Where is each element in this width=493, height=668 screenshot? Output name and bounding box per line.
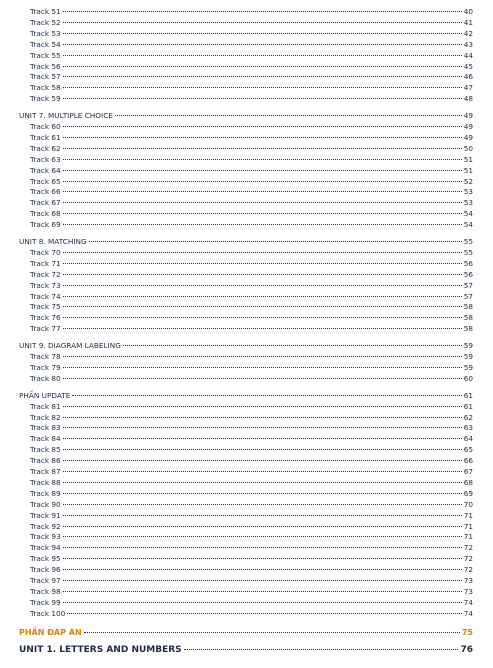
toc-page-number: 44 [463,50,473,60]
toc-track-entry[interactable] [30,422,473,433]
toc-track-entry[interactable] [30,219,473,230]
toc-entry-label: Track 67 [30,198,61,208]
dotted-leader [123,345,462,346]
toc-page-number: 45 [463,61,473,71]
toc-page-number: 74 [463,608,473,618]
toc-track-entry[interactable] [30,351,473,362]
toc-page-number: 55 [463,247,473,257]
dotted-leader [63,296,462,297]
toc-track-entry[interactable] [30,521,473,532]
toc-entry-label: Track 84 [30,434,61,444]
dotted-leader [63,76,462,77]
dotted-leader [63,33,462,34]
toc-entry-label: Track 76 [30,313,61,323]
toc-entry-label: Track 90 [30,499,61,509]
toc-track-entry[interactable] [30,280,473,291]
dotted-leader [63,427,462,428]
toc-page-number: 54 [463,220,473,230]
toc-page-number: 56 [463,258,473,268]
dotted-leader [63,482,462,483]
toc-entry-label: Track 74 [30,291,61,301]
dotted-leader [63,66,462,67]
toc-entry-label: Track 57 [30,72,61,82]
dotted-leader [63,569,462,570]
toc-entry-label: Track 91 [30,510,61,520]
toc-page-number: 74 [463,597,473,607]
dotted-leader [63,504,462,505]
dotted-leader [63,170,462,171]
toc-track-entry[interactable] [30,531,473,542]
toc-track-entry[interactable] [30,247,473,258]
toc-track-entry[interactable] [30,553,473,564]
dotted-leader [67,613,461,614]
toc-page-number: 56 [463,269,473,279]
toc-page-number: 57 [463,280,473,290]
toc-page-number: 73 [463,586,473,596]
toc-entry-label: Track 77 [30,324,61,334]
toc-track-entry[interactable] [30,28,473,39]
toc-page-number: 59 [463,341,473,351]
toc-entry-label: Track 66 [30,187,61,197]
toc-page-number: 71 [463,510,473,520]
toc-page-number: 43 [463,39,473,49]
toc-track-entry[interactable] [30,323,473,334]
dotted-leader [63,526,462,527]
toc-track-entry[interactable] [30,17,473,28]
toc-track-entry[interactable] [30,71,473,82]
dotted-leader [63,306,462,307]
toc-entry-label: Track 93 [30,532,61,542]
toc-entry-label: Track 92 [30,521,61,531]
toc-track-entry[interactable] [30,444,473,455]
toc-entry-label: Track 72 [30,269,61,279]
dotted-leader [63,22,462,23]
toc-entry-label: Track 71 [30,258,61,268]
dotted-leader [63,87,462,88]
toc-page-number: 46 [463,72,473,82]
toc-track-entry[interactable] [30,312,473,323]
dotted-leader [63,213,462,214]
toc-unit-entry[interactable] [19,110,473,121]
toc-unit-entry[interactable] [19,236,473,247]
toc-page-number: 65 [463,445,473,455]
toc-entry-label: Track 54 [30,39,61,49]
dotted-leader [115,115,462,116]
toc-entry-label: Track 85 [30,445,61,455]
toc-track-entry[interactable] [30,608,473,619]
dotted-leader [63,536,462,537]
toc-track-entry[interactable] [30,165,473,176]
dotted-leader [63,378,462,379]
toc-page-number: 49 [463,122,473,131]
toc-entry-label: Track 87 [30,467,61,476]
toc-track-entry[interactable] [30,82,473,93]
toc-entry-label: Track 82 [30,412,61,422]
dotted-leader [63,406,462,407]
dotted-leader [63,438,462,439]
toc-track-entry[interactable] [30,121,473,132]
toc-entry-label: Track 52 [30,17,61,27]
toc-track-entry[interactable] [30,269,473,280]
toc-entry-label: Track 97 [30,576,61,585]
toc-page-number: 53 [463,198,473,208]
dotted-leader [63,328,462,329]
toc-entry-label: Track 89 [30,488,61,498]
toc-track-entry[interactable] [30,488,473,499]
toc-track-entry[interactable] [30,433,473,444]
dotted-leader [63,181,462,182]
dotted-leader [63,417,462,418]
dotted-leader [63,137,462,138]
dotted-leader [84,632,460,633]
toc-entry-label: Track 56 [30,61,61,71]
toc-page-number: 51 [463,154,473,164]
toc-entry-label: Track 58 [30,83,61,93]
toc-page-number: 51 [463,165,473,175]
toc-page-number: 61 [463,390,473,400]
toc-unit-entry[interactable] [19,390,473,401]
toc-entry-label: Track 55 [30,50,61,60]
dotted-leader [63,591,462,592]
toc-track-entry[interactable] [30,597,473,608]
dotted-leader [63,285,462,286]
toc-entry-label: Track 100 [30,608,66,618]
toc-page-number: 71 [463,521,473,531]
toc-page-number: 48 [463,94,473,104]
dotted-leader [63,471,462,472]
toc-entry-label: UNIT 8. MATCHING [19,237,87,246]
toc-entry-label: Track 96 [30,565,61,575]
dotted-leader [63,356,462,357]
toc-entry-label: Track 64 [30,165,61,175]
toc-track-entry[interactable] [30,6,473,17]
toc-track-entry[interactable] [30,132,473,143]
dotted-leader [63,317,462,318]
toc-entry-label: Track 61 [30,132,61,142]
dotted-leader [63,449,462,450]
dotted-leader [63,274,462,275]
dotted-leader [89,241,462,242]
toc-page-number: 72 [463,565,473,575]
dotted-leader [63,44,462,45]
toc-page-number: 72 [463,554,473,564]
toc-page-number: 66 [463,456,473,466]
dotted-leader [63,460,462,461]
toc-track-entry[interactable] [30,61,473,72]
toc-entry-label: Track 60 [30,122,61,131]
dotted-leader [63,224,462,225]
toc-page-number: 58 [463,324,473,334]
toc-entry-label: Track 51 [30,7,61,16]
toc-unit-entry[interactable] [19,644,473,657]
toc-entry-label: Track 80 [30,373,61,383]
toc-entry-label: Track 79 [30,362,61,372]
toc-entry-label: Track 65 [30,176,61,186]
toc-page-number: 62 [463,412,473,422]
toc-page-number: 40 [463,7,473,16]
toc-entry-label: Track 73 [30,280,61,290]
dotted-leader [63,558,462,559]
toc-entry-label: Track 81 [30,401,61,411]
toc-page-number: 50 [463,143,473,153]
toc-track-entry[interactable] [30,542,473,553]
toc-page-number: 72 [463,543,473,553]
toc-track-entry[interactable] [30,401,473,412]
dotted-leader [63,367,462,368]
dotted-leader [63,98,462,99]
toc-page-number: 58 [463,302,473,312]
toc-track-entry[interactable] [30,301,473,312]
toc-page-number: 60 [463,373,473,383]
toc-entry-label: Track 86 [30,456,61,466]
toc-page-number: 71 [463,532,473,542]
toc-page-number: 59 [463,362,473,372]
toc-entry-label: Track 63 [30,154,61,164]
toc-track-entry[interactable] [30,258,473,269]
dotted-leader [63,11,462,12]
toc-page-number: 58 [463,313,473,323]
toc-page-number: 64 [463,434,473,444]
toc-page-number: 73 [463,576,473,585]
toc-track-entry[interactable] [30,477,473,488]
toc-entry-label: Track 83 [30,423,61,433]
toc-track-entry[interactable] [30,575,473,586]
toc-track-entry[interactable] [30,197,473,208]
toc-page-number: 49 [463,132,473,142]
dotted-leader [72,395,461,396]
toc-track-entry[interactable] [30,499,473,510]
dotted-leader [63,493,462,494]
toc-page-number: 70 [463,499,473,509]
toc-track-entry[interactable] [30,362,473,373]
toc-track-entry[interactable] [30,291,473,302]
toc-page-number: 61 [463,401,473,411]
dotted-leader [63,191,462,192]
toc-page-number: 68 [463,477,473,487]
toc-page-number: 42 [463,28,473,38]
toc-part-entry[interactable] [19,627,473,638]
dotted-leader [63,148,462,149]
toc-unit-entry[interactable] [19,340,473,351]
toc-track-entry[interactable] [30,466,473,477]
toc-track-entry[interactable] [30,586,473,597]
toc-page-number: 49 [463,111,473,121]
toc-entry-label: Track 68 [30,209,61,219]
toc-entry-label: Track 69 [30,220,61,230]
toc-track-entry[interactable] [30,455,473,466]
dotted-leader [63,202,462,203]
toc-track-entry[interactable] [30,39,473,50]
toc-entry-label: Track 75 [30,302,61,312]
dotted-leader [63,55,462,56]
toc-track-entry[interactable] [30,143,473,154]
toc-entry-label: UNIT 9. DIAGRAM LABELING [19,341,121,351]
toc-page-number: 52 [463,176,473,186]
toc-track-entry[interactable] [30,186,473,197]
toc-entry-label: Track 94 [30,543,61,553]
toc-page-number: 67 [463,467,473,476]
toc-page-number: 69 [463,488,473,498]
toc-entry-label: Track 78 [30,352,61,361]
toc-entry-label: Track 53 [30,28,61,38]
toc-track-entry[interactable] [30,208,473,219]
toc-entry-label: PHẦN ĐÁP ÁN [19,627,82,637]
toc-page-number: 53 [463,187,473,197]
dotted-leader [184,649,459,650]
toc-page-number: 55 [463,237,473,246]
toc-track-entry[interactable] [30,93,473,104]
toc-page-number: 47 [463,83,473,93]
toc-page-number: 54 [463,209,473,219]
toc-page-number: 59 [463,352,473,361]
dotted-leader [63,547,462,548]
dotted-leader [63,159,462,160]
toc-entry-label: Track 70 [30,247,61,257]
toc-entry-label: UNIT 1. LETTERS AND NUMBERS [19,644,182,655]
dotted-leader [63,602,462,603]
toc-page-number: 63 [463,423,473,433]
toc-entry-label: Track 62 [30,143,61,153]
toc-entry-label: Track 98 [30,586,61,596]
toc-track-entry[interactable] [30,373,473,384]
toc-page-number: 76 [460,644,473,655]
toc-track-entry[interactable] [30,564,473,575]
toc-track-entry[interactable] [30,412,473,423]
toc-entry-label: Track 88 [30,477,61,487]
toc-page-number: 75 [461,627,473,637]
toc-track-entry[interactable] [30,50,473,61]
dotted-leader [63,263,462,264]
toc-entry-label: Track 99 [30,597,61,607]
toc-track-entry[interactable] [30,176,473,187]
toc-page-number: 57 [463,291,473,301]
toc-page-number: 41 [463,17,473,27]
toc-track-entry[interactable] [30,154,473,165]
toc-track-entry[interactable] [30,510,473,521]
toc-entry-label: UNIT 7. MULTIPLE CHOICE [19,111,113,121]
toc-entry-label: Track 59 [30,94,61,104]
toc-entry-label: Track 95 [30,554,61,564]
dotted-leader [63,515,462,516]
toc-entry-label: PHẦN UPDATE [19,390,71,400]
dotted-leader [63,126,462,127]
dotted-leader [63,252,462,253]
dotted-leader [63,580,462,581]
